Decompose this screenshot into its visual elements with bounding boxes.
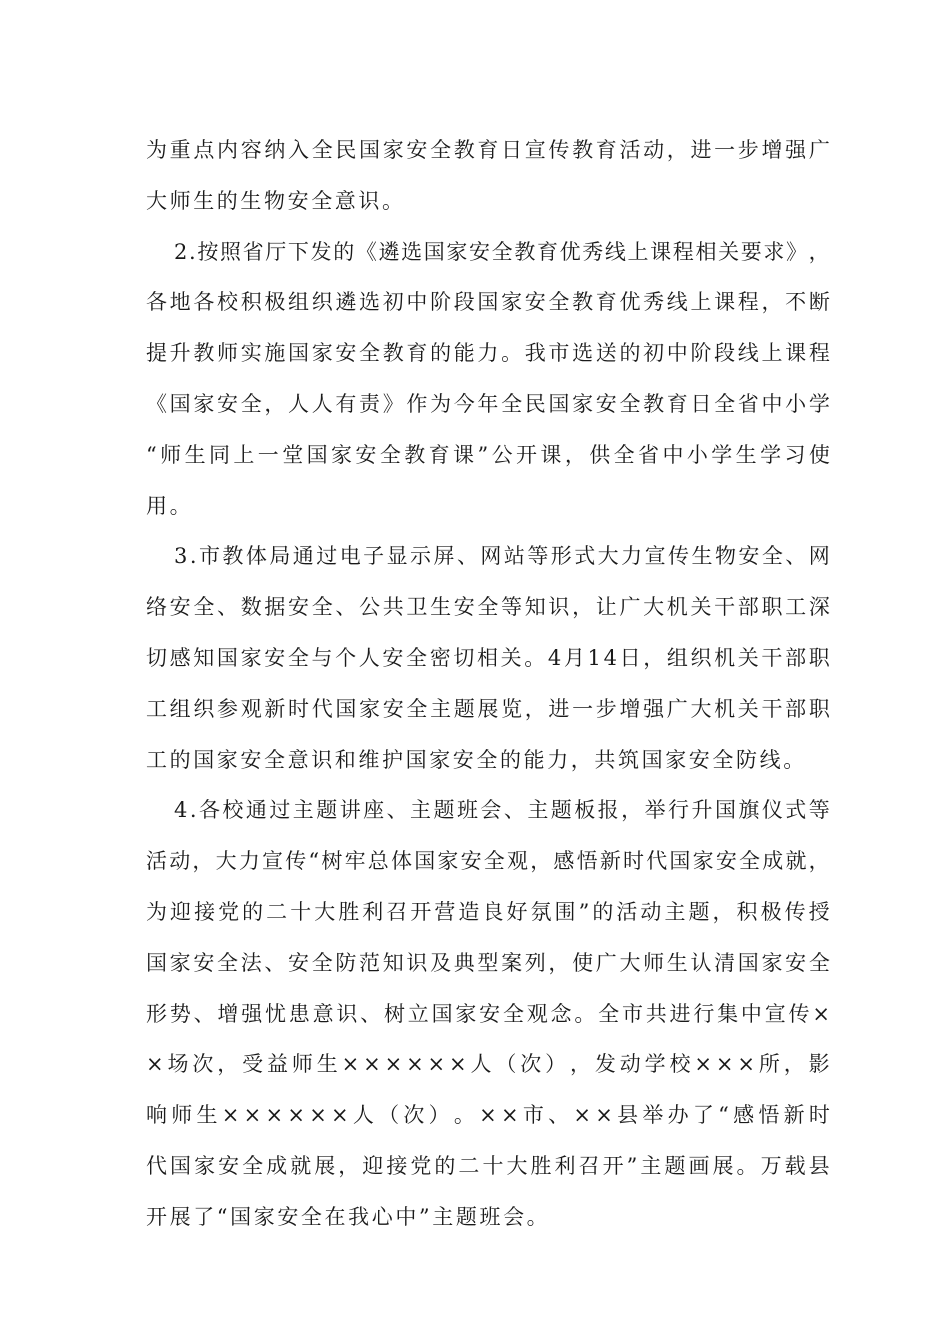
text-line: 络 安 全 、 数 据 安 全 、 公 共 卫 生 安 全 等 知 识 ， 让 广 大 机 关 干 部 职 工 深: [146, 595, 830, 620]
document-body: [146, 125, 830, 1243]
text-line: 切 感 知 国 家 安 全 与 个 人 安 全 密 切 相 关 。 4 月 1 4 日 ， 组 织 机 关 干 部 职: [146, 645, 830, 670]
text-line: 国 家 安 全 法 、 安 全 防 范 知 识 及 典 型 案 列 ， 使 广 大 师 生 认 清 国 家 安 全: [146, 950, 830, 975]
text-line: 为 重 点 内 容 纳 入 全 民 国 家 安 全 教 育 日 宣 传 教 育 活 动 ， 进 一 步 增 强 广: [146, 138, 830, 162]
text-line: 用。: [146, 493, 194, 518]
text-line: “ 师 生 同 上 一 堂 国 家 安 全 教 育 课 ” 公 开 课 ， 供 全 省 中 小 学 生 学 习 使: [146, 442, 830, 467]
text-line: 工的国家安全意识和维护国家安全的能力，共筑国家安全防线。: [146, 747, 807, 772]
paragraph-4-first-line: 4 . 各 校 通 过 主 题 讲 座 、 主 题 班 会 、 主 题 板 报 ， 举 行 升 国 旗 仪 式 等: [174, 798, 830, 823]
text-line: 各 地 各 校 积 极 组 织 遴 选 初 中 阶 段 国 家 安 全 教 育 优 秀 线 上 课 程 ， 不 断: [146, 290, 830, 315]
text-line: 活 动 ， 大 力 宣 传 “ 树 牢 总 体 国 家 安 全 观 ， 感 悟 新 时 代 国 家 安 全 成 就 ，: [146, 849, 830, 874]
text-line: 提 升 教 师 实 施 国 家 安 全 教 育 的 能 力 。 我 市 选 送 的 初 中 阶 段 线 上 课 程: [146, 341, 830, 366]
text-line: 《 国 家 安 全 ， 人 人 有 责 》 作 为 今 年 全 民 国 家 安 全 教 育 日 全 省 中 小 学: [146, 391, 830, 416]
text-line: 代 国 家 安 全 成 就 展 ， 迎 接 党 的 二 十 大 胜 利 召 开 ” 主 题 画 展 。 万 载 县: [146, 1153, 830, 1178]
text-line: 工 组 织 参 观 新 时 代 国 家 安 全 主 题 展 览 ， 进 一 步 增 强 广 大 机 关 干 部 职: [146, 696, 830, 721]
text-line: 形 势 、 增 强 忧 患 意 识 、 树 立 国 家 安 全 观 念 。 全 市 共 进 行 集 中 宣 传 ×: [146, 1001, 830, 1026]
text-line: 开展了“国家安全在我心中”主题班会。: [146, 1204, 551, 1229]
text-line: 为 迎 接 党 的 二 十 大 胜 利 召 开 营 造 良 好 氛 围 ” 的 活 动 主 题 ， 积 极 传 授: [146, 899, 830, 924]
text-line: 响 师 生 × × × × × × 人 （ 次 ） 。 × × 市 、 × × 县 举 办 了 “ 感 悟 新 时: [146, 1103, 830, 1128]
text-line: 大师生的生物安全意识。: [146, 188, 406, 213]
text-line: × 场 次 ， 受 益 师 生 × × × × × × 人 （ 次 ） ， 发 动 学 校 × × × 所 ， 影: [146, 1052, 830, 1077]
paragraph-3-first-line: 3 . 市 教 体 局 通 过 电 子 显 示 屏 、 网 站 等 形 式 大 力 宣 传 生 物 安 全 、 网: [174, 544, 830, 569]
paragraph-2-first-line: 2 . 按 照 省 厅 下 发 的 《 遴 选 国 家 安 全 教 育 优 秀 线 上 课 程 相 关 要 求 》 ，: [174, 239, 830, 264]
